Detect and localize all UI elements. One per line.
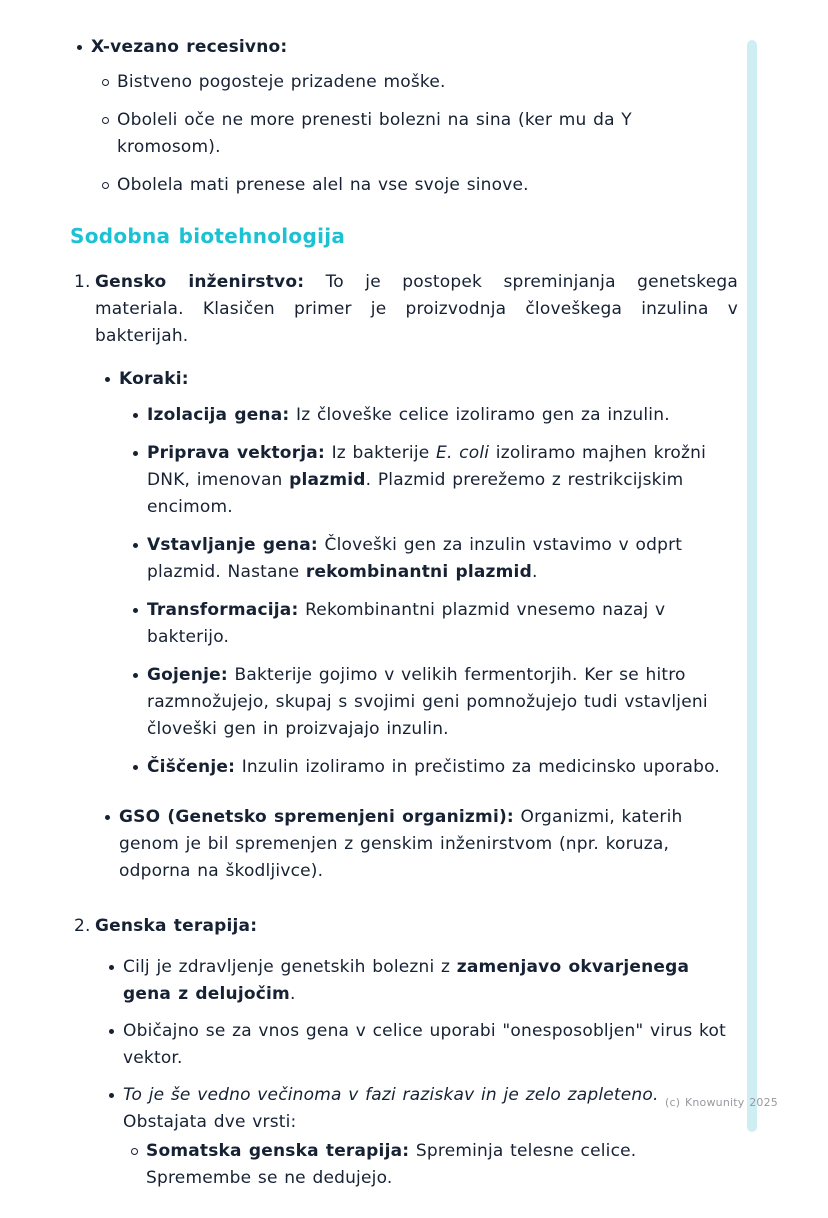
step-label: Priprava vektorja: (147, 443, 325, 463)
point-body: . (289, 984, 296, 1004)
step-body: Bakterije gojimo v velikih fermentorjih. Ker se hitro razmnožujejo, skupaj s svojimi geni pomnožujejo tudi vstavljeni človeški gen in proizvajajo inzulin. (147, 665, 708, 739)
x-linked-title-line (91, 34, 738, 61)
step-label: Vstavljanje gena: (147, 535, 318, 555)
item2-points (108, 954, 738, 1192)
sub-body: Spreminja telesne celice. Spremembe se ne dedujejo. (146, 1141, 637, 1188)
item2-lead: Genska terapija: (95, 916, 258, 936)
item-number: 2. (74, 916, 91, 936)
steps-list (132, 402, 738, 781)
sub-item (131, 1138, 738, 1192)
list-item (102, 107, 738, 161)
step-body: izoliramo majhen krožni DNK, imenovan (147, 443, 707, 490)
circle-bullet-icon (102, 172, 117, 199)
numbered-item-1-body (95, 269, 738, 897)
step-text (147, 662, 738, 743)
step-label: Gojenje: (147, 665, 228, 685)
step-item (132, 532, 738, 586)
bullet-icon (132, 532, 147, 559)
research-note: To je še vedno večinoma v fazi raziskav in je zelo zapleteno. (123, 1085, 659, 1105)
point-item (108, 1018, 738, 1072)
step-item (132, 754, 738, 781)
item1-paragraph (95, 269, 738, 350)
steps-label-line (119, 366, 738, 393)
step-body: . (531, 562, 538, 582)
circle-bullet-icon (131, 1138, 146, 1165)
right-accent-stripe (747, 40, 757, 1132)
point-bold-term: zamenjavo okvarjenega gena z delujočim (123, 957, 690, 1004)
step-item (132, 402, 738, 429)
point-item (108, 954, 738, 1008)
x-linked-points (102, 69, 738, 199)
step-body: Iz človeške celice izoliramo gen za inzulin. (296, 405, 670, 425)
bullet-icon (104, 366, 119, 393)
item1-body-text: To je postopek spreminjanja genetskega materiala. Klasičen primer je proizvodnja človeškega inzulina v bakterijah. (95, 272, 738, 346)
step-body: . Plazmid prerežemo z restrikcijskim encimom. (147, 470, 684, 517)
point-text (123, 1082, 738, 1192)
item2-lead-line (95, 913, 738, 940)
x-linked-point: Bistveno pogosteje prizadene moške. (117, 72, 446, 92)
bullet-icon (104, 804, 119, 831)
step-body: Rekombinantni plazmid vnesemo nazaj v bakterijo. (147, 600, 666, 647)
x-linked-title: X-vezano recesivno: (91, 37, 288, 57)
step-text (147, 402, 738, 429)
point-item (108, 1082, 738, 1192)
steps-block-body (119, 366, 738, 792)
point-body: Obstajata dve vrsti: (123, 1112, 297, 1132)
point-body: Cilj je zdravljenje genetskih bolezni z (123, 957, 451, 977)
therapy-types-list (131, 1138, 738, 1192)
step-text (147, 532, 738, 586)
step-text (147, 597, 738, 651)
step-body: Človeški gen za inzulin vstavimo v odprt plazmid. Nastane (147, 535, 683, 582)
step-label: Izolacija gena: (147, 405, 290, 425)
notes-document (70, 34, 738, 1218)
item1-lead: Gensko inženirstvo: (95, 272, 305, 292)
list-item (102, 69, 738, 96)
step-text (147, 754, 738, 781)
step-label: Transformacija: (147, 600, 299, 620)
list-item (102, 172, 738, 199)
numbered-item-1 (70, 269, 738, 897)
sub-label: Somatska genska terapija: (146, 1141, 410, 1161)
step-bold-term: plazmid (289, 470, 366, 490)
steps-block (104, 366, 738, 792)
step-body: Iz bakterije (331, 443, 430, 463)
copyright-note: (c) Knowunity 2025 (665, 1096, 778, 1109)
item-number: 1. (74, 272, 91, 292)
x-linked-point: Oboleli oče ne more prenesti bolezni na sina (ker mu da Y kromosom). (117, 110, 632, 157)
step-item (132, 440, 738, 521)
step-text (147, 440, 738, 521)
step-label: Čiščenje: (147, 757, 236, 777)
gso-label: GSO (Genetsko spremenjeni organizmi): (119, 807, 514, 827)
bullet-icon (76, 34, 91, 61)
x-linked-point: Obolela mati prenese alel na vse svoje sinove. (117, 175, 529, 195)
steps-label: Koraki: (119, 369, 189, 389)
section-heading: Sodobna biotehnologija (70, 224, 346, 248)
point-text: Običajno se za vnos gena v celice uporabi "onesposobljen" virus kot vektor. (123, 1021, 726, 1068)
bullet-icon (132, 662, 147, 689)
gso-body: Organizmi, katerih genom je bil spremenjen z genskim inženirstvom (npr. koruza, odporna na škodljivce). (119, 807, 683, 881)
step-body: Inzulin izoliramo in prečistimo za medicinsko uporabo. (241, 757, 721, 777)
x-linked-list-item (70, 34, 738, 199)
bullet-icon (108, 954, 123, 981)
bullet-icon (132, 754, 147, 781)
step-item (132, 597, 738, 651)
gso-item (104, 804, 738, 885)
bullet-icon (132, 402, 147, 429)
bullet-icon (132, 440, 147, 467)
x-linked-body (91, 34, 738, 199)
species-name: E. coli (436, 443, 490, 463)
numbered-item-2 (70, 913, 738, 1202)
step-bold-term: rekombinantni plazmid (305, 562, 532, 582)
step-item (132, 662, 738, 743)
numbered-item-2-body (95, 913, 738, 1202)
bullet-icon (108, 1082, 123, 1109)
bullet-icon (108, 1018, 123, 1045)
bullet-icon (132, 597, 147, 624)
circle-bullet-icon (102, 107, 117, 134)
point-text (123, 954, 738, 1008)
sub-text (146, 1138, 738, 1192)
gso-text (119, 804, 738, 885)
circle-bullet-icon (102, 69, 117, 96)
